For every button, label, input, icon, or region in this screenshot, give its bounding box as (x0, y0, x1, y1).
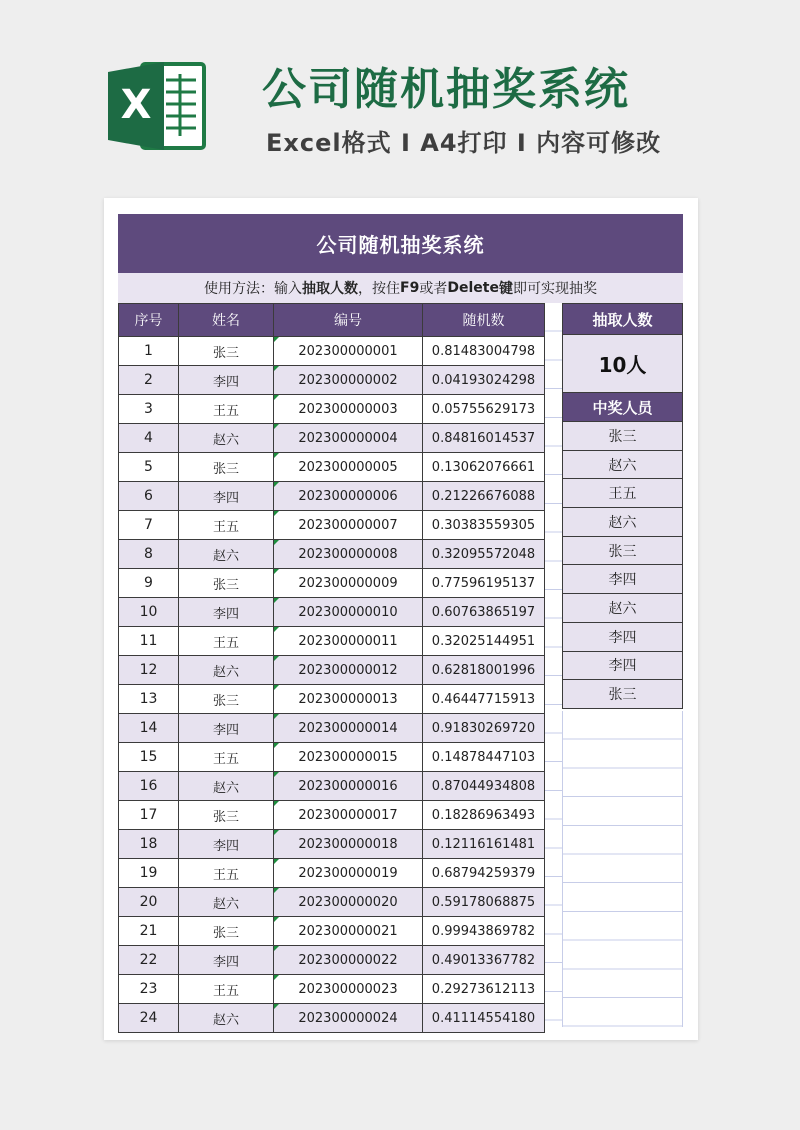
cell-code[interactable]: 202300000010 (274, 598, 423, 627)
table-row (119, 917, 545, 946)
page-title: 公司随机抽奖系统 (262, 64, 630, 115)
table-row (119, 453, 545, 482)
cell-code[interactable]: 202300000018 (274, 830, 423, 859)
cell-code[interactable]: 202300000012 (274, 656, 423, 685)
cell-name[interactable]: 张三 (179, 801, 274, 830)
cell-name[interactable]: 张三 (179, 917, 274, 946)
empty-gridlines (562, 711, 683, 1027)
cell-random[interactable]: 0.14878447103 (423, 743, 545, 772)
cell-code[interactable]: 202300000017 (274, 801, 423, 830)
cell-random[interactable]: 0.46447715913 (423, 685, 545, 714)
cell-code[interactable]: 202300000024 (274, 1004, 423, 1033)
table-row (119, 685, 545, 714)
cell-name[interactable]: 李四 (179, 714, 274, 743)
table-row (119, 598, 545, 627)
table-row (119, 743, 545, 772)
cell-seq[interactable]: 17 (119, 801, 179, 830)
cell-code[interactable]: 202300000008 (274, 540, 423, 569)
participants-table (118, 303, 545, 1033)
cell-random[interactable]: 0.81483004798 (423, 337, 545, 366)
usage-text: ，按住 (358, 281, 401, 297)
cell-name[interactable]: 李四 (179, 830, 274, 859)
cell-random[interactable]: 0.91830269720 (423, 714, 545, 743)
cell-random[interactable]: 0.30383559305 (423, 511, 545, 540)
table-row (119, 859, 545, 888)
draw-count-label: 抽取人数 (562, 303, 683, 335)
cell-code[interactable]: 202300000019 (274, 859, 423, 888)
cell-seq[interactable]: 12 (119, 656, 179, 685)
cell-random[interactable]: 0.29273612113 (423, 975, 545, 1004)
table-row (119, 1004, 545, 1033)
table-row (119, 714, 545, 743)
cell-random[interactable]: 0.12116161481 (423, 830, 545, 859)
cell-seq[interactable]: 7 (119, 511, 179, 540)
cell-seq[interactable]: 18 (119, 830, 179, 859)
usage-instructions (118, 273, 683, 303)
cell-seq[interactable]: 10 (119, 598, 179, 627)
cell-random[interactable]: 0.84816014537 (423, 424, 545, 453)
cell-random[interactable]: 0.21226676088 (423, 482, 545, 511)
cell-name[interactable]: 赵六 (179, 888, 274, 917)
cell-random[interactable]: 0.05755629173 (423, 395, 545, 424)
winners-list (562, 422, 683, 709)
cell-name[interactable]: 李四 (179, 598, 274, 627)
cell-seq[interactable]: 15 (119, 743, 179, 772)
cell-seq[interactable]: 1 (119, 337, 179, 366)
empty-gridlines (544, 303, 562, 1027)
usage-text: 使用方法：输入 (204, 281, 303, 297)
cell-code[interactable]: 202300000015 (274, 743, 423, 772)
table-row (119, 627, 545, 656)
cell-random[interactable]: 0.99943869782 (423, 917, 545, 946)
cell-code[interactable]: 202300000005 (274, 453, 423, 482)
cell-code[interactable]: 202300000001 (274, 337, 423, 366)
cell-seq[interactable]: 14 (119, 714, 179, 743)
usage-bold: F9 (400, 280, 420, 296)
table-row (119, 656, 545, 685)
cell-seq[interactable]: 9 (119, 569, 179, 598)
winners-label: 中奖人员 (562, 393, 683, 422)
logo-letter: X (120, 82, 152, 128)
cell-code[interactable]: 202300000011 (274, 627, 423, 656)
table-header-row (119, 304, 545, 337)
cell-code[interactable]: 202300000004 (274, 424, 423, 453)
cell-seq[interactable]: 2 (119, 366, 179, 395)
page-subtitle: Excel格式 I A4打印 I 内容可修改 (266, 129, 662, 157)
cell-seq[interactable]: 22 (119, 946, 179, 975)
table-row (119, 424, 545, 453)
cell-code[interactable]: 202300000023 (274, 975, 423, 1004)
cell-name[interactable]: 赵六 (179, 772, 274, 801)
table-row (119, 366, 545, 395)
winner-item[interactable]: 李四 (562, 652, 683, 681)
winner-item[interactable]: 张三 (562, 422, 683, 451)
winner-item[interactable]: 李四 (562, 623, 683, 652)
sheet-title: 公司随机抽奖系统 (118, 214, 683, 273)
cell-name[interactable]: 赵六 (179, 656, 274, 685)
cell-seq[interactable]: 24 (119, 1004, 179, 1033)
cell-code[interactable]: 202300000003 (274, 395, 423, 424)
column-header-code[interactable]: 编号 (274, 304, 423, 337)
cell-code[interactable]: 202300000002 (274, 366, 423, 395)
table-row (119, 946, 545, 975)
cell-seq[interactable]: 16 (119, 772, 179, 801)
excel-logo-icon (104, 58, 208, 154)
cell-random[interactable]: 0.32025144951 (423, 627, 545, 656)
winner-item[interactable]: 张三 (562, 680, 683, 709)
cell-seq[interactable]: 3 (119, 395, 179, 424)
table-row (119, 482, 545, 511)
cell-seq[interactable]: 11 (119, 627, 179, 656)
cell-code[interactable]: 202300000013 (274, 685, 423, 714)
cell-random[interactable]: 0.77596195137 (423, 569, 545, 598)
cell-code[interactable]: 202300000006 (274, 482, 423, 511)
cell-seq[interactable]: 19 (119, 859, 179, 888)
cell-random[interactable]: 0.59178068875 (423, 888, 545, 917)
column-header-random[interactable]: 随机数 (423, 304, 545, 337)
column-header-seq[interactable]: 序号 (119, 304, 179, 337)
table-row (119, 569, 545, 598)
cell-name[interactable]: 王五 (179, 859, 274, 888)
draw-count-input[interactable]: 10人 (562, 335, 683, 393)
table-row (119, 801, 545, 830)
cell-random[interactable]: 0.62818001996 (423, 656, 545, 685)
cell-name[interactable]: 王五 (179, 395, 274, 424)
cell-name[interactable]: 李四 (179, 946, 274, 975)
cell-seq[interactable]: 21 (119, 917, 179, 946)
winner-item[interactable]: 张三 (562, 537, 683, 566)
cell-name[interactable]: 赵六 (179, 540, 274, 569)
winner-item[interactable]: 赵六 (562, 508, 683, 537)
cell-name[interactable]: 李四 (179, 482, 274, 511)
cell-seq[interactable]: 13 (119, 685, 179, 714)
cell-code[interactable]: 202300000022 (274, 946, 423, 975)
winner-item[interactable]: 李四 (562, 565, 683, 594)
table-row (119, 511, 545, 540)
cell-code[interactable]: 202300000007 (274, 511, 423, 540)
cell-seq[interactable]: 5 (119, 453, 179, 482)
column-header-name[interactable]: 姓名 (179, 304, 274, 337)
cell-code[interactable]: 202300000016 (274, 772, 423, 801)
cell-code[interactable]: 202300000021 (274, 917, 423, 946)
cell-random[interactable]: 0.18286963493 (423, 801, 545, 830)
cell-name[interactable]: 赵六 (179, 424, 274, 453)
result-panel (562, 303, 683, 709)
usage-bold: Delete (447, 280, 499, 296)
cell-seq[interactable]: 20 (119, 888, 179, 917)
cell-name[interactable]: 王五 (179, 511, 274, 540)
cell-name[interactable]: 张三 (179, 685, 274, 714)
cell-random[interactable]: 0.13062076661 (423, 453, 545, 482)
cell-name[interactable]: 李四 (179, 366, 274, 395)
table-row (119, 540, 545, 569)
usage-text: 或者 (419, 281, 448, 297)
usage-bold: 键 (498, 281, 513, 297)
cell-name[interactable]: 张三 (179, 569, 274, 598)
cell-random[interactable]: 0.87044934808 (423, 772, 545, 801)
cell-seq[interactable]: 23 (119, 975, 179, 1004)
cell-code[interactable]: 202300000020 (274, 888, 423, 917)
cell-seq[interactable]: 6 (119, 482, 179, 511)
table-row (119, 830, 545, 859)
cell-random[interactable]: 0.60763865197 (423, 598, 545, 627)
winner-item[interactable]: 赵六 (562, 451, 683, 480)
cell-name[interactable]: 王五 (179, 975, 274, 1004)
table-row (119, 337, 545, 366)
cell-code[interactable]: 202300000014 (274, 714, 423, 743)
cell-random[interactable]: 0.68794259379 (423, 859, 545, 888)
cell-random[interactable]: 0.32095572048 (423, 540, 545, 569)
table-row (119, 772, 545, 801)
table-row (119, 888, 545, 917)
table-row (119, 395, 545, 424)
cell-name[interactable]: 王五 (179, 743, 274, 772)
cell-seq[interactable]: 8 (119, 540, 179, 569)
cell-name[interactable]: 王五 (179, 627, 274, 656)
cell-random[interactable]: 0.04193024298 (423, 366, 545, 395)
cell-random[interactable]: 0.41114554180 (423, 1004, 545, 1033)
winner-item[interactable]: 赵六 (562, 594, 683, 623)
usage-text: 即可实现抽奖 (512, 281, 597, 297)
cell-name[interactable]: 张三 (179, 453, 274, 482)
table-row (119, 975, 545, 1004)
usage-bold: 抽取人数 (302, 281, 359, 297)
cell-seq[interactable]: 4 (119, 424, 179, 453)
cell-name[interactable]: 赵六 (179, 1004, 274, 1033)
cell-name[interactable]: 张三 (179, 337, 274, 366)
winner-item[interactable]: 王五 (562, 479, 683, 508)
cell-random[interactable]: 0.49013367782 (423, 946, 545, 975)
cell-code[interactable]: 202300000009 (274, 569, 423, 598)
